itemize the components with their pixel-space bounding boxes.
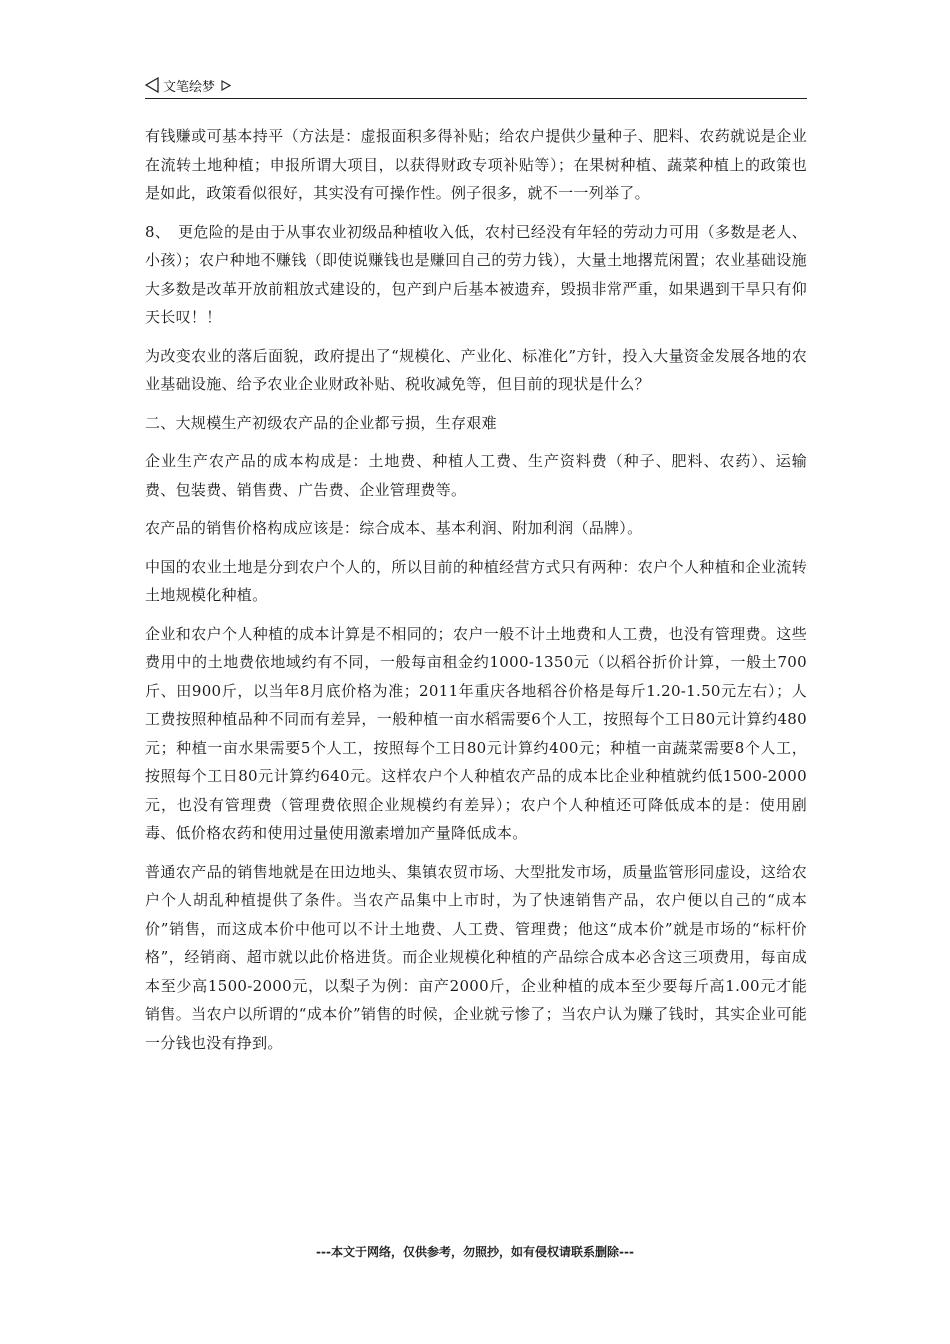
- paragraph: 企业和农户个人种植的成本计算是不相同的；农户一般不计土地费和人工费，也没有管理费。这些费用中的土地费依地域约有不同，一般每亩租金约1000-1350元（以稻谷折价计算，一般土700斤、田900斤，以当年8月底价格为准；2011年重庆各地稻谷价格是每斤1.20-1.50元左右）；人工费按照种植品种不同而有差异，一般种植一亩水稻需要6个人工，按照每个工日80元计算约480元；种植一亩水果需要5个人工，按照每个工日80元计算约400元；种植一亩蔬菜需要8个人工，按照每个工日80元计算约640元。这样农户个人种植农产品的成本比企业种植就约低1500-2000元，也没有管理费（管理费依照企业规模约有差异）；农户个人种植还可降低成本的是：使用剧毒、低价格农药和使用过量使用激素增加产量降低成本。: [145, 624, 807, 842]
- paragraph: 企业生产农产品的成本构成是：土地费、种植人工费、生产资料费（种子、肥料、农药）、运输费、包装费、销售费、广告费、企业管理费等。: [145, 452, 807, 499]
- paragraph: 普通农产品的销售地就是在田边地头、集镇农贸市场、大型批发市场，质量监管形同虚设，这给农户个人胡乱种植提供了条件。当农产品集中上市时，为了快速销售产品，农户便以自己的“成本价”销售，而这成本价中他可以不计土地费、人工费、管理费；他这“成本价”就是市场的“标杆价格”，经销商、超市就以此价格进货。而企业规模化种植的产品综合成本必含这三项费用，每亩成本至少高1500-2000元，以梨子为例：亩产2000斤，企业种植的成本至少要每斤高1.00元才能销售。当农户以所谓的“成本价”销售的时候，企业就亏惨了；当农户认为赚了钱时，其实企业可能一分钱也没有挣到。: [145, 862, 807, 1052]
- footer-notice: ---本文于网络，仅供参考，勿照抄，如有侵权请联系删除---: [316, 1245, 634, 1259]
- paragraph: 农产品的销售价格构成应该是：综合成本、基本利润、附加利润（品牌）。: [145, 519, 643, 537]
- article-body: [145, 122, 807, 1067]
- page-header: [145, 72, 807, 99]
- section-heading: 二、大规模生产初级农产品的企业都亏损，生存艰难: [145, 413, 497, 432]
- header-brand: 文笔绘梦: [163, 79, 216, 95]
- paragraph: 为改变农业的落后面貌，政府提出了“规模化、产业化、标准化”方针，投入大量资金发展各地的农业基础设施、给予农业企业财政补贴、税收减免等，但目前的现状是什么？: [145, 346, 807, 393]
- triangle-right-icon: [221, 80, 231, 91]
- paragraph: 中国的农业土地是分到农户个人的，所以目前的种植经营方式只有两种：农户个人种植和企业流转土地规模化种植。: [145, 557, 807, 604]
- paragraph: 8、 更危险的是由于从事农业初级品种植收入低，农村已经没有年轻的劳动力可用（多数是老人、小孩）；农户种地不赚钱（即使说赚钱也是赚回自己的劳力钱），大量土地撂荒闲置；农业基础设施大多数是改革开放前粗放式建设的，包产到户后基本被遗弃，毁损非常严重，如果遇到干旱只有仰天长叹！！: [145, 222, 807, 326]
- triangle-left-icon: [145, 77, 159, 93]
- paragraph: 有钱赚或可基本持平（方法是：虚报面积多得补贴；给农户提供少量种子、肥料、农药就说是企业在流转土地种植；申报所谓大项目，以获得财政专项补贴等）；在果树种植、蔬菜种植上的政策也是如此，政策看似很好，其实没有可操作性。例子很多，就不一一列举了。: [145, 127, 807, 202]
